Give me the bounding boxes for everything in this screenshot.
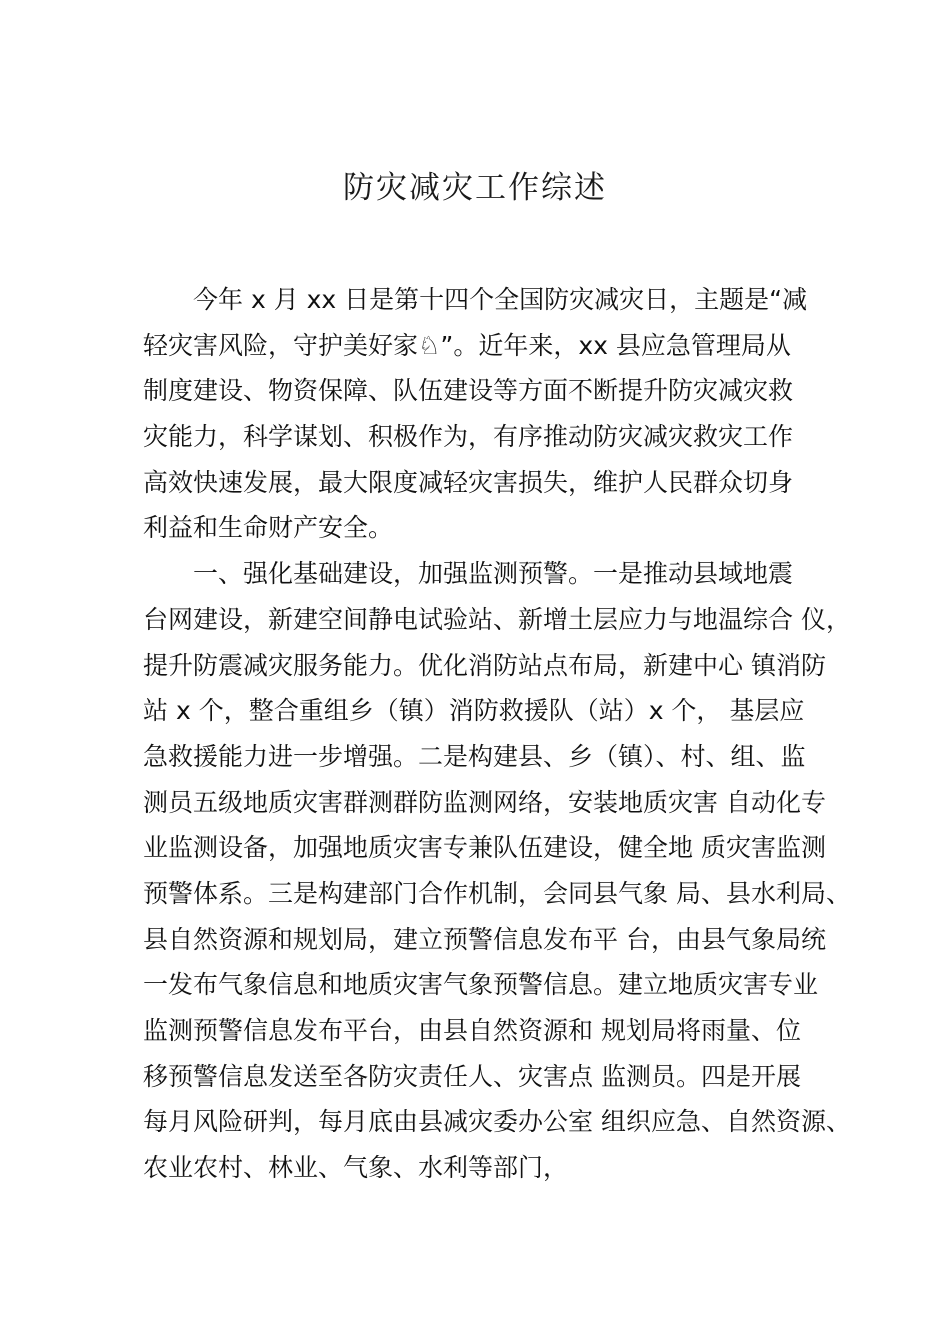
paragraph-1-line-1: 今年 x 月 xx 日是第十四个全国防灾减灾日，主题是“减 xyxy=(193,285,808,314)
paragraph-2-line-8: 预警体系。三是构建部门合作机制，会同县气象 局、县水利局、 xyxy=(143,878,851,908)
paragraph-2-line-4: 站 x 个，整合重组乡（镇）消防救援队（站）x 个， 基层应 xyxy=(143,696,805,726)
paragraph-2-line-12: 移预警信息发送至各防灾责任人、灾害点 监测员。四是开展 xyxy=(143,1061,801,1091)
paragraph-2-line-5: 急救援能力进一步增强。二是构建县、乡（镇）、村、组、监 xyxy=(143,741,806,771)
paragraph-2-line-2: 台网建设，新建空间静电试验站、新增土层应力与地温综合 仪， xyxy=(143,604,851,634)
paragraph-2-line-10: 一发布气象信息和地质灾害气象预警信息。建立地质灾害专业 xyxy=(143,970,819,1000)
paragraph-1-line-2: 轻灾害风险，守护美好家♘”。近年来，xx 县应急管理局从 xyxy=(143,330,791,360)
paragraph-1-line-5: 高效快速发展，最大限度减轻灾害损失，维护人民群众切身 xyxy=(143,467,794,497)
paragraph-1-line-6: 利益和生命财产安全。 xyxy=(143,513,394,543)
paragraph-1-line-4: 灾能力，科学谋划、积极作为，有序推动防灾减灾救灾工作 xyxy=(143,422,794,452)
paragraph-2-line-9: 县自然资源和规划局，建立预警信息发布平 台，由县气象局统 xyxy=(143,924,826,954)
document-title: 防灾减灾工作综述 xyxy=(343,170,607,206)
paragraph-1-line-3: 制度建设、物资保障、队伍建设等方面不断提升防灾减灾救 xyxy=(143,376,794,406)
paragraph-2-line-1: 一、强化基础建设，加强监测预警。一是推动县域地震 xyxy=(193,559,794,589)
document-body xyxy=(143,277,851,1191)
paragraph-2-line-13: 每月风险研判，每月底由县减灾委办公室 组织应急、自然资源、 xyxy=(143,1107,851,1137)
paragraph-2-line-3: 提升防震减灾服务能力。优化消防站点布局，新建中心 镇消防 xyxy=(143,650,826,680)
paragraph-2-line-7: 业监测设备，加强地质灾害专兼队伍建设，健全地 质灾害监测 xyxy=(143,833,826,863)
paragraph-2-line-14: 农业农村、林业、气象、水利等部门， xyxy=(143,1153,569,1183)
paragraph-2-line-6: 测员五级地质灾害群测群防监测网络，安装地质灾害 自动化专 xyxy=(143,787,826,817)
paragraph-2-line-11: 监测预警信息发布平台，由县自然资源和 规划局将雨量、位 xyxy=(143,1016,801,1045)
